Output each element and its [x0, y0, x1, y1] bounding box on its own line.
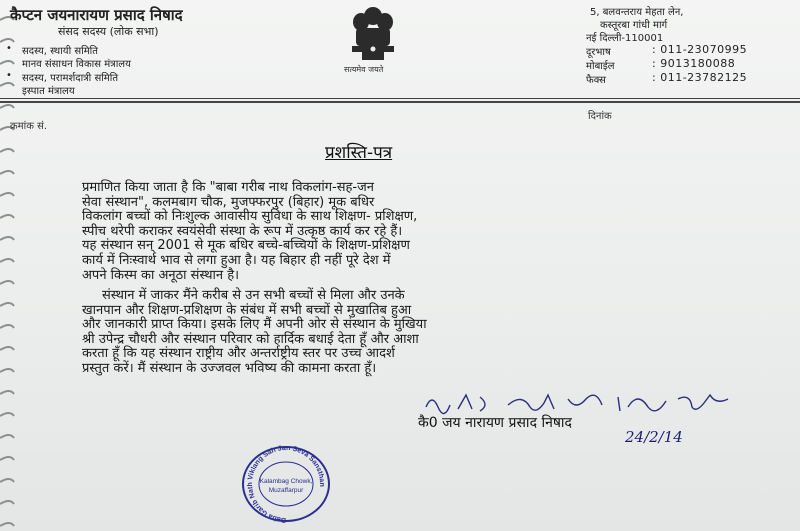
fax-value: : 011-23782125 [652, 71, 748, 84]
paragraph-line: सेवा संस्थान", कलमबाग चौक, मुजफ्फरपुर (बिहार) मूक बधिर [82, 194, 375, 210]
stamp-center-line-2: Muzaffarpur [268, 487, 304, 494]
paragraph-line: अपने किस्म का अनूठा संस्थान है। [82, 267, 240, 283]
bullet-dot: • [6, 70, 12, 81]
committee-2-ministry: इस्पात मंत्रालय [22, 86, 75, 97]
signatory-name: कै0 जय नारायण प्रसाद निषाद [418, 415, 572, 431]
certificate-title: प्रशस्ति-पत्र [325, 143, 393, 163]
mobile-value: : 9013180088 [652, 57, 736, 70]
phone-label: दूरभाष [586, 47, 611, 58]
fax-label: फैक्स [586, 75, 606, 86]
letterhead-divider [0, 101, 800, 103]
paragraph-line: संस्थान में जाकर मैंने करीब से उन सभी बच्चों से मिला और उनके [102, 288, 405, 303]
paragraph-line: कार्य में निःस्वार्थ भाव से लगा हुआ है। यह बिहार ही नहीं पूरे देश में [82, 252, 391, 268]
paragraph-line: श्री उपेन्द्र चौधरी और संस्थान परिवार को हार्दिक बधाई देता हूँ और आशा [82, 331, 419, 347]
paragraph-1 [82, 181, 732, 283]
stamp-ring-text: Baba Garib Nath Viklang Sah Jan Seva Sansthan [247, 444, 326, 524]
paragraph-line: खानपान और शिक्षण-प्रशिक्षण के संबंध में सभी बच्चों से मुखातिब हुआ [82, 302, 412, 318]
address-line-2: कस्तूरबा गांधी मार्ग [600, 20, 668, 31]
letterhead-divider [0, 98, 800, 99]
committee-1-ministry: मानव संसाधन विकास मंत्रालय [22, 59, 131, 70]
address-line-1: 5, बलवन्तराय मेहता लेन, [590, 7, 684, 18]
paragraph-line: स्पीच थरेपी कराकर स्वयंसेवी संस्था के रूप में उत्कृष्ठ कार्य कर रहे हैं। [82, 223, 403, 239]
organisation-stamp [240, 444, 332, 524]
paragraph-line: प्रस्तुत करें। मैं संस्थान के उज्जवल भविष्य की कामना करता हूँ। [82, 360, 377, 376]
signed-date: 24/2/14 [625, 428, 683, 446]
paragraph-line: और जानकारी प्राप्त किया। इसके लिए मैं अपनी ओर से संस्थान के मुखिया [82, 317, 427, 333]
mp-name: कैप्टन जयनारायण प्रसाद निषाद [10, 6, 183, 24]
address-line-3: नई दिल्ली-110001 [586, 33, 664, 44]
paragraph-line: प्रमाणित किया जाता है कि "बाबा गरीब नाथ विकलांग-सह-जन [82, 180, 374, 195]
stamp-center-line-1: Kalambag Chowk, [259, 478, 313, 485]
reference-number-label: क्रमांक सं. [10, 121, 48, 132]
mobile-label: मोबाईल [586, 61, 615, 72]
phone-value: : 011-23070995 [652, 43, 748, 56]
date-label: दिनांक [588, 111, 612, 122]
committee-1-title: सदस्य, स्थायी समिति [22, 46, 98, 57]
paragraph-line: करता हूँ कि यह संस्थान राष्ट्रीय और अन्तर्राष्ट्रीय स्तर पर उच्च आदर्श [82, 346, 395, 362]
bullet-dot: • [6, 43, 12, 54]
mp-designation: संसद सदस्य (लोक सभा) [58, 25, 159, 38]
national-emblem-icon [342, 2, 404, 70]
paragraph-line: यह संस्थान सन् 2001 से मूक बधिर बच्चे-बच्चियों के शिक्षण-प्रशिक्षण [82, 238, 410, 254]
paragraph-2 [82, 289, 732, 377]
paragraph-line: विकलांग बच्चों को निःशुल्क आवासीय सुविधा के साथ शिक्षण- प्रशिक्षण, [82, 209, 418, 225]
committee-2-title: सदस्य, परामर्शदात्री समिति [22, 73, 119, 84]
emblem-motto: सत्यमेव जयते [344, 65, 384, 74]
